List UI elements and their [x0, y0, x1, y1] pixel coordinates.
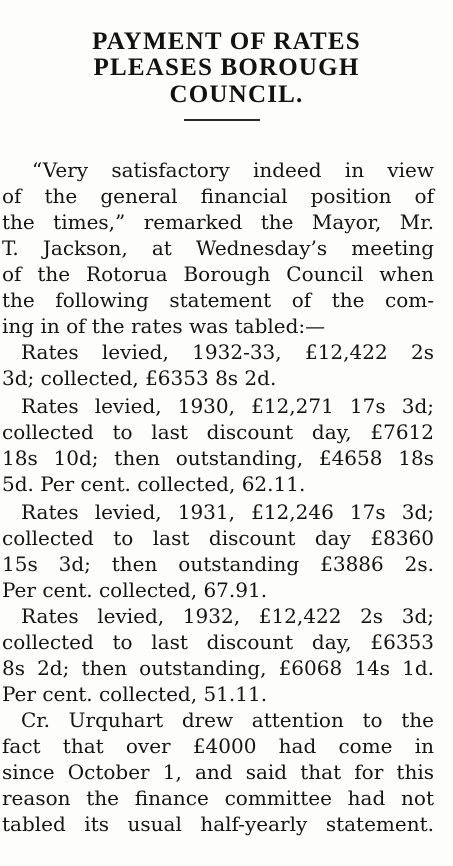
body-line: Rates levied, 1931, £12,246 17s 3d; [21, 500, 434, 524]
body-line: Cr. Urquhart drew attention to the [21, 708, 434, 732]
body-line: Rates levied, 1932-33, £12,422 2s [21, 340, 434, 364]
body-line: fact that over £4000 had come in [2, 734, 434, 758]
body-line: 15s 3d; then outstanding £3886 2s. [2, 552, 434, 576]
body-line: 18s 10d; then outstanding, £4658 18s [2, 446, 434, 470]
body-line: Rates levied, 1930, £12,271 17s 3d; [21, 394, 434, 418]
body-line: collected to last discount day, £6353 [2, 630, 434, 654]
body-line: since October 1, and said that for this [2, 760, 434, 784]
body-line: tabled its usual half-yearly statement. [2, 812, 434, 836]
body-line: T. Jackson, at Wednesday’s meeting [2, 236, 434, 260]
headline-line-2: PLEASES BOROUGH [93, 54, 360, 81]
body-line: Per cent. collected, 51.11. [2, 682, 268, 706]
body-line: of the Rotorua Borough Council when [2, 262, 434, 286]
headline-line-1: PAYMENT OF RATES [92, 28, 361, 55]
body-line: collected to last discount day, £7612 [2, 420, 434, 444]
body-line: the following statement of the com- [2, 288, 434, 312]
body-line: 8s 2d; then outstanding, £6068 14s 1d. [2, 656, 434, 680]
body-line: reason the finance committee had not [2, 786, 434, 810]
body-line: 5d. Per cent. collected, 62.11. [2, 472, 306, 496]
body-line: collected to last discount day £8360 [2, 526, 434, 550]
body-line: Per cent. collected, 67.91. [2, 578, 268, 602]
body-line: of the general financial position of [2, 184, 434, 208]
headline-line-3: COUNCIL. [169, 81, 304, 108]
body-line: “Very satisfactory indeed in view [32, 158, 434, 182]
body-line: the times,” remarked the Mayor, Mr. [2, 210, 434, 234]
body-line: 3d; collected, £6353 8s 2d. [2, 366, 277, 390]
body-line: Rates levied, 1932, £12,422 2s 3d; [21, 604, 434, 628]
headline-divider [184, 119, 260, 121]
body-line: ing in of the rates was tabled:— [2, 314, 326, 338]
